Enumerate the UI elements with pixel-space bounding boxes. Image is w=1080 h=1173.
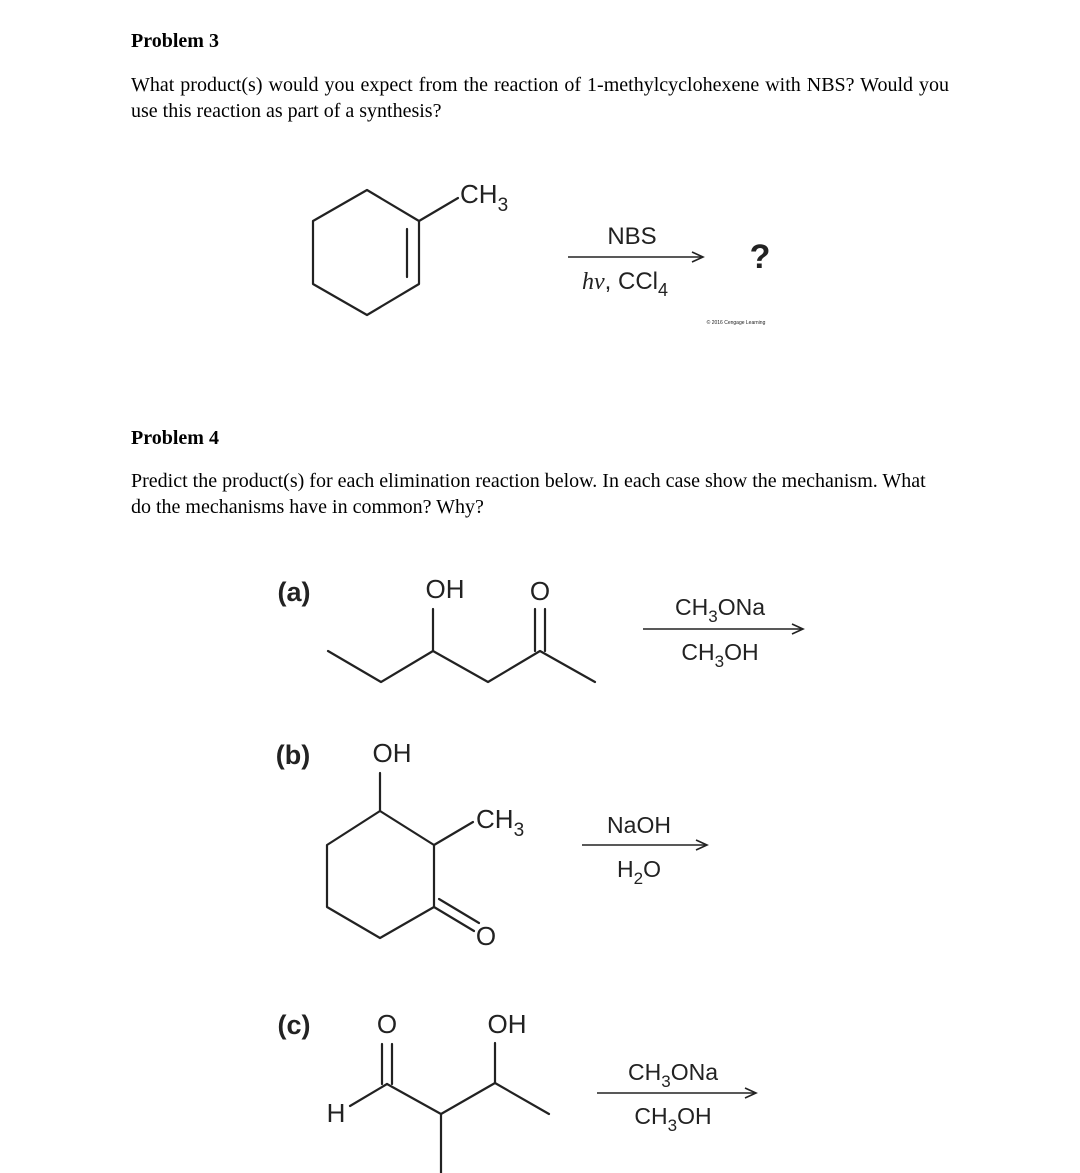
problem-3-question: What product(s) would you expect from the reaction of 1-methylcyclohexene with NBS? Would you use this reaction as part of a synthesis? [131, 74, 949, 122]
problem-4-heading: Problem 4 [131, 427, 219, 449]
part-c-aldehyde-oxygen: O [376, 1009, 398, 1039]
part-b-hydroxyl: OH [372, 738, 412, 768]
part-a-oxygen: O [529, 576, 551, 606]
part-b-reagent-bottom: $H_2O$ [617, 856, 661, 888]
methyl-bond [419, 198, 458, 221]
problem-3-heading: Problem 3 [131, 30, 219, 52]
part-b-methyl-label: $CH_3$ [476, 804, 525, 841]
part-a-label: (a) [277, 577, 311, 607]
reagent-nbs: NBS [607, 223, 657, 250]
part-c-hydroxyl: OH [487, 1009, 527, 1039]
part-a-structure [328, 609, 595, 682]
part-b-carbonyl-bond-1 [434, 907, 474, 931]
part-a-carbon-chain [328, 651, 595, 682]
part-c-hydrogen: H [326, 1098, 346, 1128]
part-b-methyl-bond [434, 822, 473, 845]
part-a-hydroxyl: OH [425, 574, 465, 604]
copyright-credit: © 2016 Cengage Learning [706, 320, 766, 326]
part-c-reagent-top: $CH_3ONa$ [628, 1059, 718, 1091]
part-c-label: (c) [277, 1010, 311, 1040]
part-c-reagent-bottom: $CH_3OH$ [634, 1103, 712, 1135]
problem-4-question: Predict the product(s) for each elimination reaction below. In each case show the mechanism. What do the mechanisms have in common? Why? [131, 470, 926, 518]
part-b-reagent-top: NaOH [607, 812, 671, 838]
reagent-conditions: hν, CCl$_4$ [582, 268, 669, 300]
unknown-product-mark: ? [749, 238, 771, 276]
part-c-carbon-chain [387, 1083, 549, 1114]
part-c-aldehyde-h-bond [350, 1084, 387, 1106]
part-b-ketone-oxygen: O [475, 921, 497, 951]
methyl-label: $CH_3$ [460, 179, 509, 216]
part-b-carbonyl-bond-2 [439, 899, 479, 923]
part-b-structure [327, 773, 479, 938]
methylcyclohexene-structure [313, 190, 458, 315]
cyclohexene-ring [313, 190, 419, 315]
part-a-reagent-top: $CH_3ONa$ [675, 594, 765, 626]
part-a-reagent-bottom: $CH_3OH$ [681, 639, 759, 671]
part-b-label: (b) [275, 740, 311, 770]
part-c-structure [350, 1043, 549, 1173]
part-b-cyclohexane-ring [327, 811, 434, 938]
